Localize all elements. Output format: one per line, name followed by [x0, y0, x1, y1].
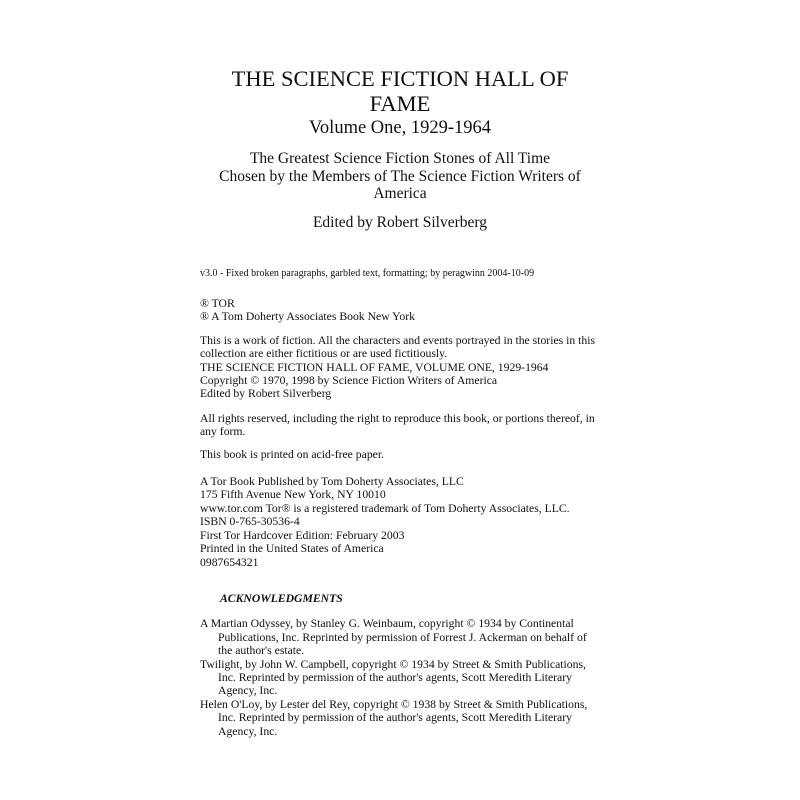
editor-line: Edited by Robert Silverberg: [312, 213, 488, 231]
subtitle-line-1: The Greatest Science Fiction Stones of All Time: [249, 150, 551, 167]
acknowledgments-heading: ACKNOWLEDGMENTS: [220, 591, 343, 605]
publisher-line-print-run: 0987654321: [200, 555, 259, 569]
copyright-editor-line: Edited by Robert Silverberg: [200, 387, 332, 401]
publisher-line-isbn: ISBN 0-765-30536-4: [200, 515, 300, 529]
acknowledgments-list: [200, 617, 600, 738]
copyright-block: [200, 334, 600, 401]
copyright-year-line: Copyright © 1970, 1998 by Science Fiction Writers of America: [200, 374, 498, 388]
volume-line: Volume One, 1929-1964: [308, 118, 492, 138]
publisher-line-printed-in: Printed in the United States of America: [200, 542, 384, 556]
publisher-line-edition: First Tor Hardcover Edition: February 2003: [200, 528, 405, 542]
version-note: v3.0 - Fixed broken paragraphs, garbled text, formatting; by peragwinn 2004-10-09: [200, 268, 535, 279]
fiction-notice: This is a work of fiction. All the characters and events portrayed in the stories in this collection are either fictitious or are used fictitiously.: [200, 333, 596, 361]
publisher-line-address: 175 Fifth Avenue New York, NY 10010: [200, 488, 386, 502]
book-title-page: [200, 0, 600, 738]
imprint-doherty-line: ® A Tom Doherty Associates Book New York: [200, 310, 415, 324]
copyright-title-line: THE SCIENCE FICTION HALL OF FAME, VOLUME ONE, 1929-1964: [200, 360, 549, 374]
subtitle-line-2: Chosen by the Members of The Science Fiction Writers of America: [219, 167, 581, 202]
acid-free-notice: This book is printed on acid-free paper.: [200, 447, 385, 461]
ack-entry-helen-oloy: Helen O'Loy, by Lester del Rey, copyright © 1938 by Street & Smith Publications, Inc. Reprinted by permission of the author's agents, Scott Meredith Literary Agency, Inc.: [200, 697, 588, 738]
subtitle-block: [200, 150, 600, 203]
book-title: THE SCIENCE FICTION HALL OF FAME: [231, 66, 569, 116]
ack-entry-twilight: Twilight, by John W. Campbell, copyright © 1934 by Street & Smith Publications, Inc. Reprinted by permission of the author's agents, Scott Meredith Literary Agency, Inc.: [200, 657, 586, 698]
rights-notice: All rights reserved, including the right to reproduce this book, or portions thereof, in any form.: [200, 411, 595, 439]
imprint-block: [200, 297, 600, 324]
ack-entry-martian-odyssey: A Martian Odyssey, by Stanley G. Weinbaum, copyright © 1934 by Continental Publications, Inc. Reprinted by permission of Forrest J. Ackerman on behalf of the author's estate.: [200, 617, 587, 658]
publisher-block: [200, 475, 600, 569]
publisher-line-trademark: www.tor.com Tor® is a registered trademark of Tom Doherty Associates, LLC.: [200, 501, 570, 515]
imprint-tor-line: ® TOR: [200, 297, 235, 310]
publisher-line-tor-book: A Tor Book Published by Tom Doherty Associates, LLC: [200, 475, 464, 489]
